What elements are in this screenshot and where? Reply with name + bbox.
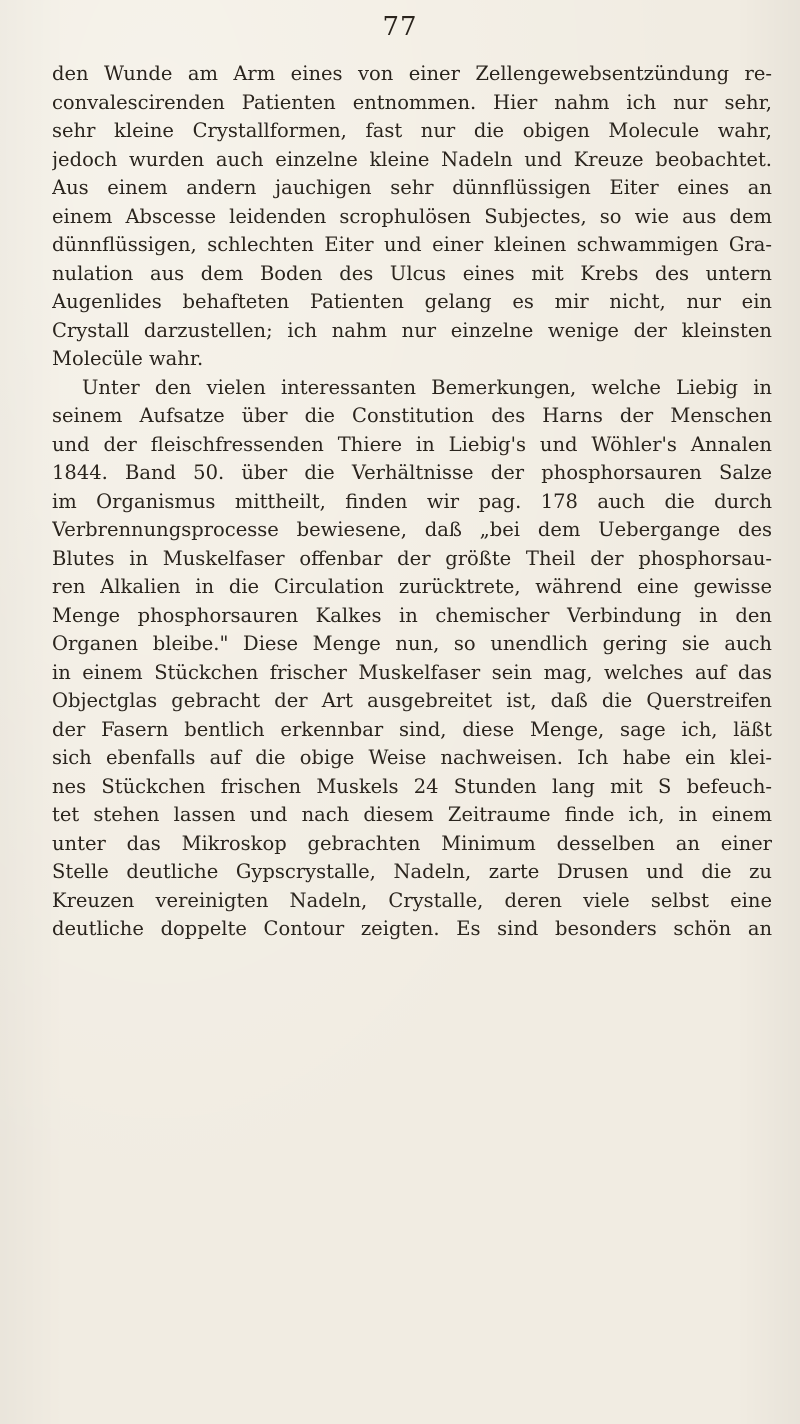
text-line: seinem Aufsatze über die Constitution des Harns der Menschen bbox=[52, 404, 772, 427]
text-line: Crystall darzustellen; ich nahm nur einzelne wenige der kleinsten bbox=[52, 318, 772, 342]
text-line: der Fasern bentlich erkennbar sind, diese Menge, sage ich, läßt bbox=[52, 717, 772, 741]
text-line: ren Alkalien in die Circulation zurücktrete, während eine gewisse bbox=[52, 575, 772, 598]
text-line: unter das Mikroskop gebrachten Minimum desselben an einer bbox=[52, 831, 772, 855]
text-line: Menge phosphorsauren Kalkes in chemischer Verbindung in den bbox=[52, 603, 772, 627]
text-line: Blutes in Muskelfaser offenbar der größte Theil der phosphorsau- bbox=[52, 546, 772, 570]
text-line: dünnflüssigen, schlechten Eiter und einer kleinen schwammigen Gra- bbox=[52, 233, 772, 256]
text-line: den Wunde am Arm eines von einer Zellengewebsentzündung re- bbox=[52, 62, 772, 85]
text-line: deutliche doppelte Contour zeigten. Es sind besonders schön an bbox=[52, 917, 772, 940]
text-line: nulation aus dem Boden des Ulcus eines mit Krebs des untern bbox=[52, 261, 772, 285]
text-line: Organen bleibe." Diese Menge nun, so unendlich gering sie auch bbox=[52, 632, 772, 655]
text-line: Molecüle wahr. bbox=[52, 347, 204, 370]
text-line: Aus einem andern jauchigen sehr dünnflüssigen Eiter eines an bbox=[52, 176, 772, 199]
text-line: nes Stückchen frischen Muskels 24 Stunden lang mit S befeuch- bbox=[52, 774, 772, 798]
text-line: in einem Stückchen frischer Muskelfaser sein mag, welches auf das bbox=[52, 660, 772, 684]
text-line: sich ebenfalls auf die obige Weise nachweisen. Ich habe ein klei- bbox=[52, 746, 772, 769]
text-line: Kreuzen vereinigten Nadeln, Crystalle, deren viele selbst eine bbox=[52, 888, 772, 912]
text-line: Unter den vielen interessanten Bemerkungen, welche Liebig in bbox=[82, 375, 772, 399]
text-line: 1844. Band 50. über die Verhältnisse der phosphorsauren Salze bbox=[52, 461, 772, 484]
text-line: Objectglas gebracht der Art ausgebreitet ist, daß die Querstreifen bbox=[52, 689, 772, 712]
text-line: im Organismus mittheilt, finden wir pag. 178 auch die durch bbox=[52, 489, 772, 513]
text-line: und der fleischfressenden Thiere in Liebig's und Wöhler's Annalen bbox=[52, 432, 772, 456]
page-number: 77 bbox=[382, 12, 418, 42]
body-text bbox=[52, 60, 772, 944]
text-line: Verbrennungsprocesse bewiesene, daß „bei dem Uebergange des bbox=[52, 518, 772, 541]
text-line: einem Abscesse leidenden scrophulösen Subjectes, so wie aus dem bbox=[52, 204, 772, 228]
text-line: jedoch wurden auch einzelne kleine Nadeln und Kreuze beobachtet. bbox=[52, 147, 772, 171]
text-line: convalescirenden Patienten entnommen. Hier nahm ich nur sehr, bbox=[52, 90, 772, 114]
text-line: Stelle deutliche Gypscrystalle, Nadeln, zarte Drusen und die zu bbox=[52, 860, 772, 883]
text-line: tet stehen lassen und nach diesem Zeitraume finde ich, in einem bbox=[52, 803, 772, 826]
text-line: sehr kleine Crystallformen, fast nur die obigen Molecule wahr, bbox=[52, 119, 772, 142]
text-line: Augenlides behafteten Patienten gelang es mir nicht, nur ein bbox=[52, 290, 772, 313]
